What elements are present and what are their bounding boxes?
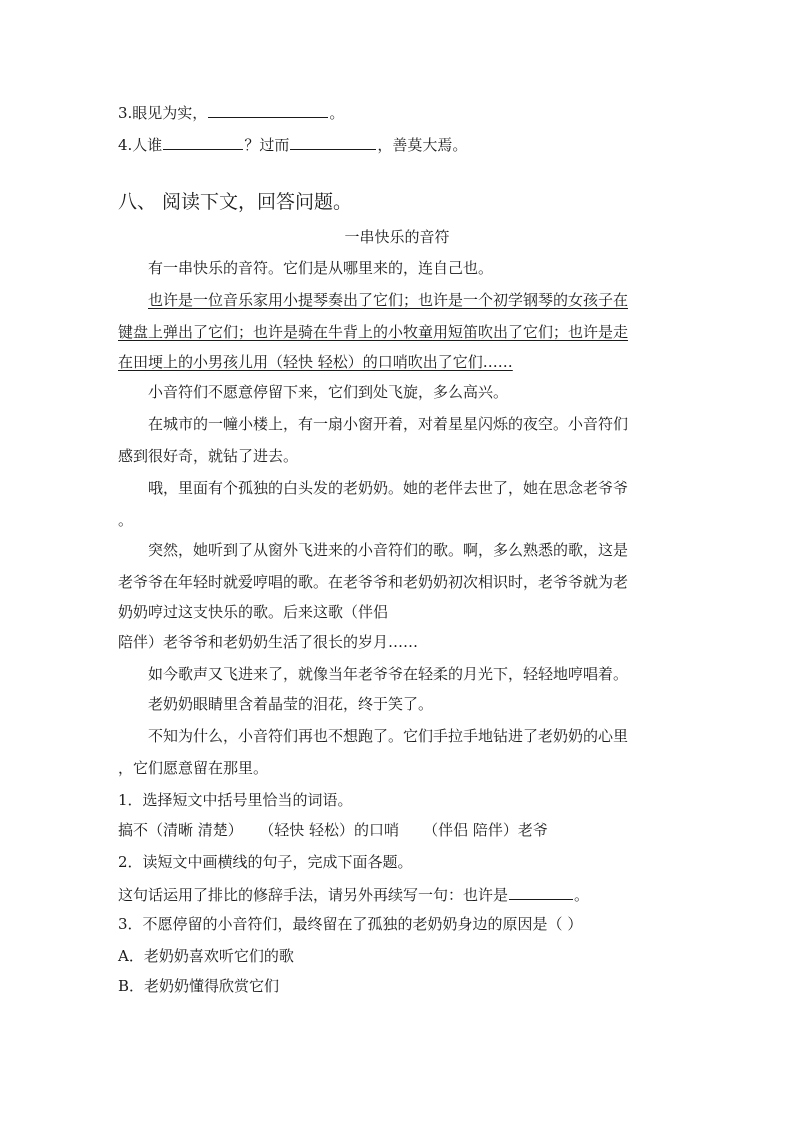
fill-q4-part-a: 4.人谁 <box>118 136 163 154</box>
paragraph-line: 陪伴）老爷爷和老奶奶生活了很长的岁月…… <box>118 633 419 651</box>
q1-option-2[interactable]: （轻快 轻松）的口哨 <box>266 821 400 839</box>
q3-option-b[interactable]: B．老奶奶懂得欣赏它们 <box>118 977 280 995</box>
question-2-fill <box>118 884 678 905</box>
question-1-options <box>118 820 678 840</box>
paragraph-line: 奶奶哼过这支快乐的歌。后来这歌（伴侣 <box>118 603 389 621</box>
answer-blank[interactable] <box>208 102 328 118</box>
underlined-sentence-line: 在田埂上的小男孩儿用（轻快 轻松）的口哨吹出了它们…… <box>118 353 513 371</box>
q1-option-1[interactable]: 搞不（清晰 清楚） <box>118 821 243 839</box>
paragraph-line: 感到很好奇，就钻了进去。 <box>118 447 299 465</box>
fill-question-4 <box>118 134 678 155</box>
answer-blank[interactable] <box>163 134 243 150</box>
paragraph-line: 小音符们不愿意停留下来，它们到处飞旋，多么高兴。 <box>148 383 509 401</box>
paragraph-line: 突然，她听到了从窗外飞进来的小音符们的歌。啊，多么熟悉的歌，这是 <box>148 541 629 559</box>
answer-blank[interactable] <box>509 884 573 900</box>
fill-q3-end: 。 <box>329 104 345 122</box>
answer-blank[interactable] <box>290 134 376 150</box>
paragraph-line: 如今歌声又飞进来了，就像当年老爷爷在轻柔的月光下，轻轻地哼唱着。 <box>148 665 629 683</box>
paragraph-line: 有一串快乐的音符。它们是从哪里来的，连自己也。 <box>148 259 494 277</box>
q2-end: 。 <box>574 886 590 904</box>
paragraph-line: 。 <box>118 511 134 529</box>
fill-q4-part-b: ？过而 <box>244 136 290 154</box>
question-2: 2．读短文中画横线的句子，完成下面各题。 <box>118 853 413 871</box>
paragraph-line: 老爷爷在年轻时就爱哼唱的歌。在老爷爷和老奶奶初次相识时，老爷爷就为老 <box>118 573 629 591</box>
q2-text: 这句话运用了排比的修辞手法，请另外再续写一句：也许是 <box>118 886 509 904</box>
q3-option-a[interactable]: A．老奶奶喜欢听它们的歌 <box>118 947 294 965</box>
section-title: 八、 阅读下文，回答问题。 <box>118 191 353 213</box>
question-1: 1．选择短文中括号里恰当的词语。 <box>118 791 353 809</box>
paragraph-line: 哦，里面有个孤独的白头发的老奶奶。她的老伴去世了，她在思念老爷爷 <box>148 479 629 497</box>
underlined-sentence-line: 也许是一位音乐家用小提琴奏出了它们；也许是一个初学钢琴的女孩子在 <box>148 291 629 309</box>
fill-question-3 <box>118 102 678 123</box>
fill-q3-text: 3.眼见为实， <box>118 104 208 122</box>
q1-option-3[interactable]: （伴侣 陪伴）老爷 <box>423 821 548 839</box>
paragraph-line: 在城市的一幢小楼上，有一扇小窗开着，对着星星闪烁的夜空。小音符们 <box>148 415 629 433</box>
underlined-sentence-line: 键盘上弹出了它们；也许是骑在牛背上的小牧童用短笛吹出了它们；也许是走 <box>118 323 629 341</box>
paragraph-line: ，它们愿意留在那里。 <box>118 759 269 777</box>
fill-q4-part-c: ，善莫大焉。 <box>377 136 468 154</box>
question-3: 3．不愿停留的小音符们，最终留在了孤独的老奶奶身边的原因是（ ） <box>118 915 583 933</box>
story-title: 一串快乐的音符 <box>344 228 450 246</box>
paragraph-line: 老奶奶眼睛里含着晶莹的泪花，终于笑了。 <box>148 695 434 713</box>
paragraph-line: 不知为什么，小音符们再也不想跑了。它们手拉手地钻进了老奶奶的心里 <box>148 727 629 745</box>
